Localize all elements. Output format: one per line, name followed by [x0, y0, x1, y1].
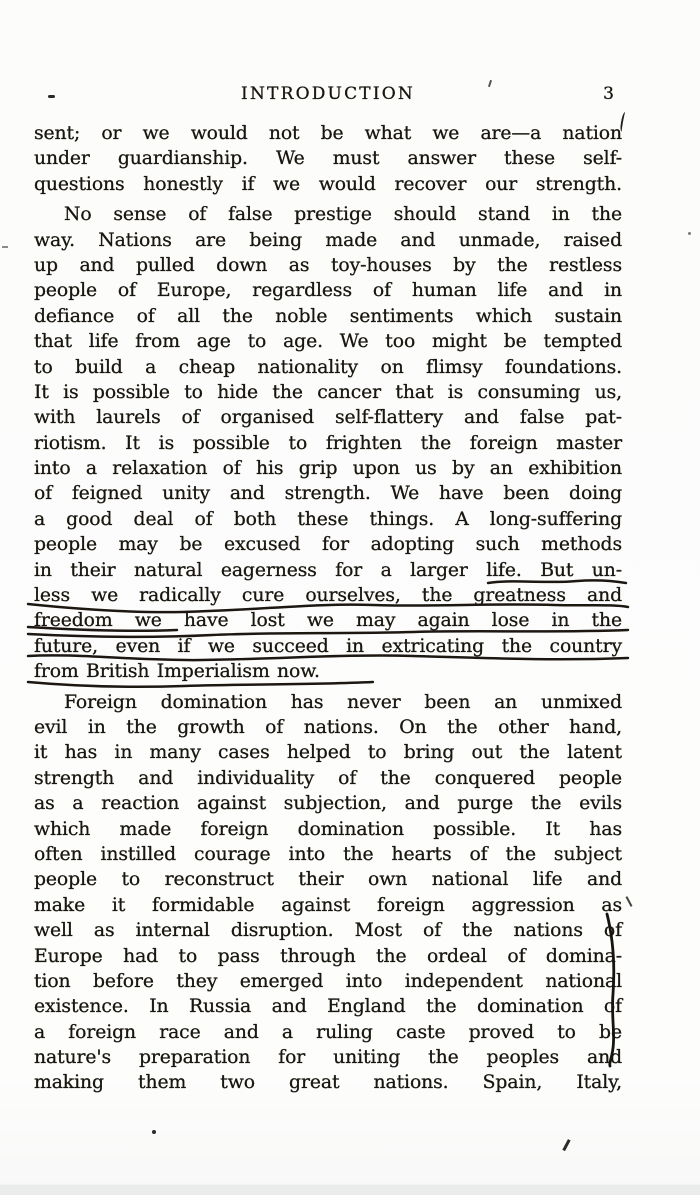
- text-line: questions honestly if we would recover our strength.: [34, 173, 622, 195]
- scan-speck: [562, 1139, 570, 1151]
- text-line: from British Imperialism now.: [34, 659, 622, 684]
- text-line: riotism. It is possible to frighten the foreign master: [34, 432, 622, 454]
- text-line: people of Europe, regardless of human life and in: [34, 280, 622, 302]
- text-line: people may be excused for adopting such methods: [34, 534, 622, 556]
- text-line: in their natural eagerness for a larger life. But un-: [34, 558, 622, 583]
- scan-speck: [688, 232, 691, 235]
- text-line: make it formidable against foreign aggression as: [34, 894, 622, 916]
- scan-speck: [48, 95, 55, 98]
- text-line: Foreign domination has never been an unmixed: [64, 691, 622, 713]
- text-line: that life from age to age. We too might be tempted: [34, 331, 622, 353]
- text-line: up and pulled down as toy-houses by the restless: [34, 254, 622, 276]
- text-line: as a reaction against subjection, and purge the evils: [34, 793, 622, 815]
- text-line: less we radically cure ourselves, the greatness and: [34, 583, 622, 608]
- text-line: a foreign race and a ruling caste proved to be: [34, 1021, 622, 1043]
- text-line: No sense of false prestige should stand in the: [64, 204, 622, 226]
- text-line: evil in the growth of nations. On the other hand,: [34, 716, 622, 738]
- page-number: 3: [603, 84, 614, 104]
- text-line: Europe had to pass through the ordeal of domina-: [34, 945, 622, 967]
- text-line: freedom we have lost we may again lose in the: [34, 608, 622, 633]
- text-line: making them two great nations. Spain, Italy,: [34, 1072, 622, 1094]
- running-title: INTRODUCTION: [241, 84, 415, 104]
- text-line: nature's preparation for uniting the peoples and: [34, 1047, 622, 1069]
- text-line: with laurels of organised self-flattery and false pat-: [34, 407, 622, 429]
- margin-pen-stroke-icon: [598, 910, 624, 1068]
- paragraph: [34, 121, 622, 197]
- text-line: well as internal disruption. Most of the nations of: [34, 920, 622, 942]
- scan-edge-shadow: [0, 1184, 700, 1195]
- text-line: existence. In Russia and England the domination of: [34, 996, 622, 1018]
- text-line: people to reconstruct their own national life and: [34, 869, 622, 891]
- text-line: tion before they emerged into independent national: [34, 970, 622, 992]
- scan-speck: [619, 112, 627, 133]
- text-line: under guardianship. We must answer these self-: [34, 148, 622, 170]
- page-header: [34, 84, 622, 108]
- text-line: future, even if we succeed in extricating the country: [34, 634, 622, 659]
- body-text: [34, 121, 622, 1096]
- scan-speck: [626, 896, 633, 907]
- text-line: way. Nations are being made and unmade, raised: [34, 229, 622, 251]
- text-line: It is possible to hide the cancer that is consuming us,: [34, 381, 622, 403]
- text-line: strength and individuality of the conquered people: [34, 767, 622, 789]
- text-line: to build a cheap nationality on flimsy foundations.: [34, 356, 622, 378]
- scan-speck: [2, 246, 8, 248]
- text-line: it has in many cases helped to bring out the latent: [34, 742, 622, 764]
- text-line: of feigned unity and strength. We have been doing: [34, 483, 622, 505]
- text-line: into a relaxation of his grip upon us by an exhibition: [34, 458, 622, 480]
- paragraph: [34, 690, 622, 1096]
- paragraph: [34, 202, 622, 684]
- ink-underline-icon: [26, 676, 378, 691]
- text-line: a good deal of both these things. A long-suffering: [34, 508, 622, 530]
- scan-speck: [152, 1130, 156, 1134]
- text-line: defiance of all the noble sentiments which sustain: [34, 305, 622, 327]
- text-line: often instilled courage into the hearts of the subject: [34, 843, 622, 865]
- text-line: sent; or we would not be what we are—a nation: [34, 123, 622, 144]
- text-line: which made foreign domination possible. It has: [34, 818, 622, 840]
